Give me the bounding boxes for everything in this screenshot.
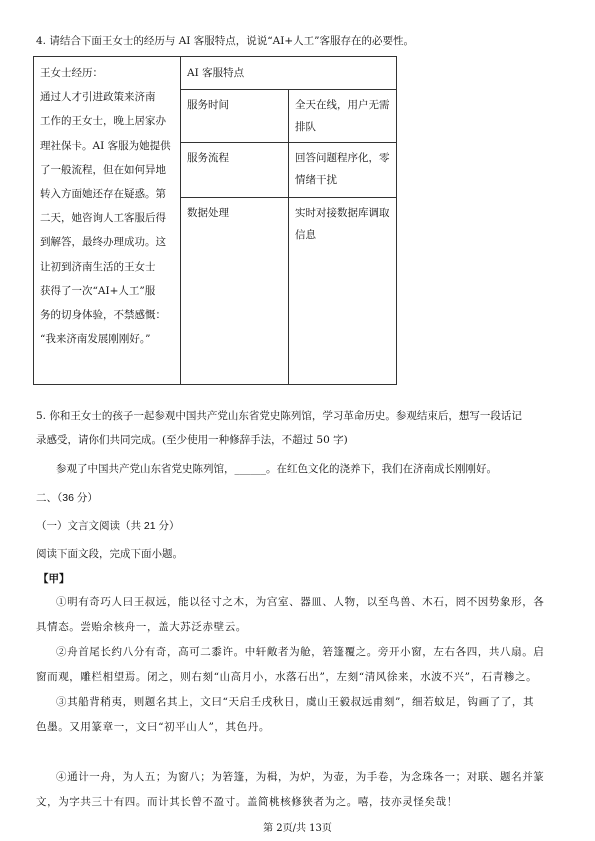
paragraph-line: ③其船背稍夷，则题名其上，文曰“天启壬戌秋日，虞山王毅叔远甫刻”，细若蚊足，钩画了了，其 — [56, 696, 535, 708]
paragraph-line: ②舟首尾长约八分有奇，高可二黍许。中轩敞者为舱，箬篷覆之。旁开小窗，左右各四，共八扇。启 — [56, 646, 545, 658]
story-line: 二天，她咨询人工客服后得 — [40, 212, 166, 225]
passage-paragraph-2 — [36, 640, 556, 690]
story-line: 通过人才引进政策来济南 — [40, 91, 156, 104]
row-label-service-flow: 服务流程 — [181, 143, 289, 198]
passage-paragraph-3 — [36, 690, 556, 740]
passage-jia-label: 【甲】 — [38, 573, 70, 585]
story-line: 让初到济南生活的王女士 — [40, 260, 156, 273]
paragraph-line: 窗而观，雕栏相望焉。闭之，则右刻“山高月小，水落石出”，左刻“清风徐来，水波不兴”，石青糁之。 — [36, 671, 538, 683]
passage-paragraph-1 — [36, 590, 556, 640]
row-value-data-processing: 实时对接数据库调取信息 — [289, 198, 397, 385]
row-value-service-flow: 回答问题程序化，零情绪干扰 — [289, 143, 397, 198]
story-line: 理社保卡。AI 客服为她提供 — [40, 139, 171, 152]
story-line: 到解答，最终办理成功。这 — [40, 236, 166, 249]
story-line: 转入方面她还存在疑惑。第 — [40, 188, 166, 201]
row-label-service-time: 服务时间 — [181, 90, 289, 143]
story-line: “我来济南发展刚刚好。” — [40, 333, 151, 346]
reading-instruction: 阅读下面文段，完成下面小题。 — [36, 548, 183, 560]
paragraph-line: 文，为字共三十有四。而计其长曾不盈寸。盖简桃核修狭者为之。嘻，技亦灵怪矣哉！ — [36, 796, 458, 808]
story-line: 了一般流程，但在如何异地 — [40, 163, 166, 176]
story-line: 务的切身体验，不禁感慨： — [40, 309, 166, 322]
row-value-service-time: 全天在线，用户无需排队 — [289, 90, 397, 143]
section-2-subtitle: （一）文言文阅读（共 21 分） — [36, 520, 180, 532]
story-line: 获得了一次“AI+人工”服 — [40, 284, 156, 297]
comparison-table — [33, 56, 397, 385]
question-5-fill-blank: 参观了中国共产党山东省党史陈列馆，______。在红色文化的浇养下，我们在济南成长刚刚好。 — [56, 463, 497, 475]
wang-experience-cell — [34, 57, 181, 385]
row-label-data-processing: 数据处理 — [181, 198, 289, 385]
paragraph-line: 具情态。尝贻余核舟一，盖大苏泛赤壁云。 — [36, 621, 247, 633]
question-5-line-2: 录感受，请你们共同完成。(至少使用一种修辞手法，不超过 50 字) — [36, 434, 348, 446]
question-4-prompt: 4. 请结合下面王女士的经历与 AI 客服特点，说说“AI+人工”客服存在的必要性。 — [36, 35, 415, 47]
passage-paragraph-4 — [36, 765, 556, 815]
story-line: 王女士经历： — [40, 67, 103, 79]
paragraph-line: ①明有奇巧人曰王叔远，能以径寸之木，为宫室、器皿、人物，以至鸟兽、木石，罔不因势象形，各 — [56, 596, 545, 608]
section-2-title: 二、（36 分） — [36, 492, 98, 504]
page-footer: 第 2页/共 13页 — [263, 823, 332, 834]
paragraph-line: ④通计一舟，为人五；为窗八；为箬篷，为楫，为炉，为壶，为手卷，为念珠各一；对联、题名并篆 — [56, 771, 545, 783]
story-line: 工作的王女士，晚上居家办 — [40, 115, 166, 128]
ai-features-header: AI 客服特点 — [181, 57, 397, 90]
paragraph-line: 色墨。又用篆章一，文曰“初平山人”，其色丹。 — [36, 721, 270, 733]
question-5-line-1: 5. 你和王女士的孩子一起参观中国共产党山东省党史陈列馆，学习革命历史。参观结束后，想写一段话记 — [36, 410, 522, 422]
